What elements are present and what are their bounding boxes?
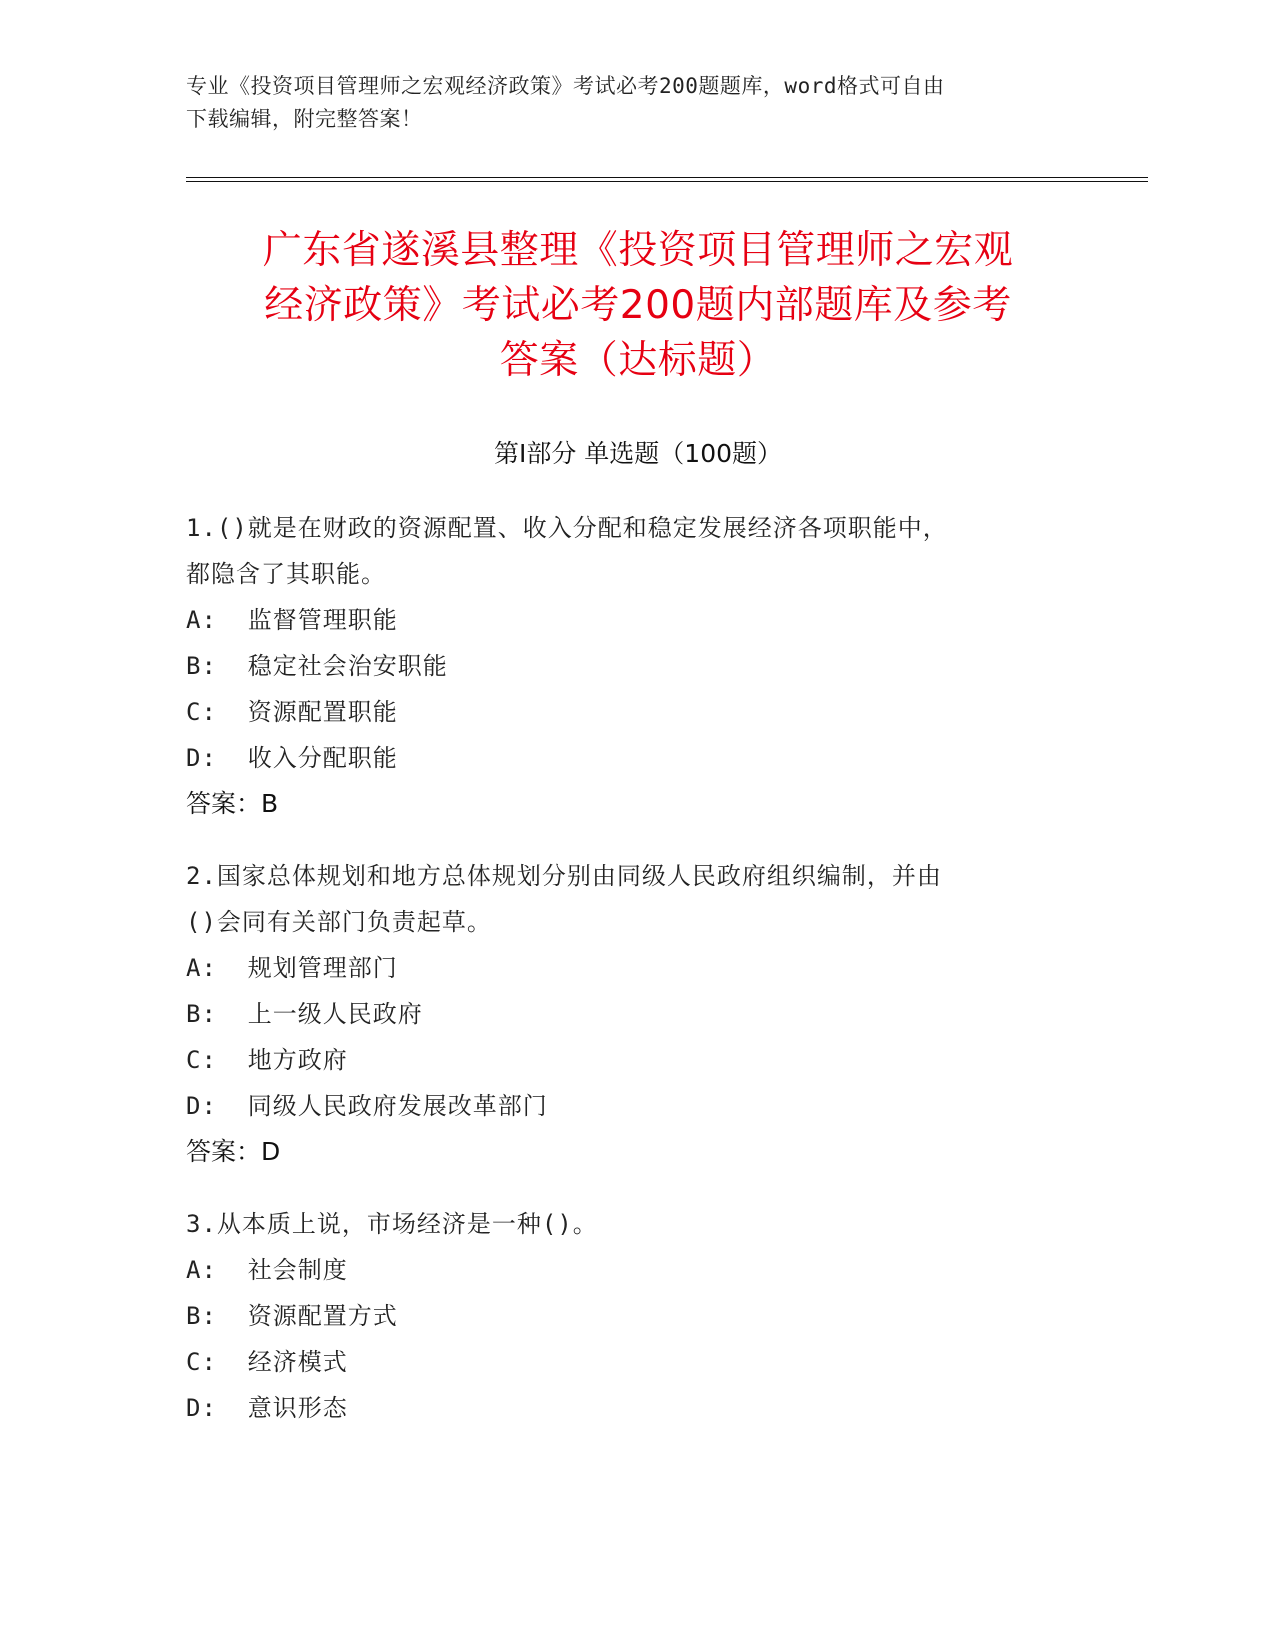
- header-note-line: 专业《投资项目管理师之宏观经济政策》考试必考200题题库，word格式可自由: [186, 74, 945, 98]
- header-divider-top: [186, 177, 1148, 178]
- document-title-line: 答案（达标题）: [499, 338, 777, 383]
- document-title: [186, 223, 1090, 388]
- question-1: [186, 505, 1066, 827]
- option-b: B: 上一级人民政府: [186, 1000, 423, 1028]
- question-stem-line: 2.国家总体规划和地方总体规划分别由同级人民政府组织编制，并由: [186, 862, 942, 890]
- question-3: [186, 1201, 1066, 1431]
- option-a: A: 社会制度: [186, 1256, 348, 1284]
- option-a: A: 监督管理职能: [186, 606, 398, 634]
- option-c: C: 地方政府: [186, 1046, 348, 1074]
- option-b: B: 资源配置方式: [186, 1302, 398, 1330]
- option-c: C: 资源配置职能: [186, 698, 398, 726]
- document-title-line: 经济政策》考试必考200题内部题库及参考: [264, 283, 1012, 328]
- answer-label: 答案：B: [186, 789, 279, 818]
- question-stem-line: 都隐含了其职能。: [186, 560, 386, 588]
- option-d: D: 收入分配职能: [186, 744, 398, 772]
- option-d: D: 同级人民政府发展改革部门: [186, 1092, 548, 1120]
- option-d: D: 意识形态: [186, 1394, 348, 1422]
- question-stem-line: ()会同有关部门负责起草。: [186, 908, 492, 936]
- option-b: B: 稳定社会治安职能: [186, 652, 448, 680]
- header-note: [186, 70, 1066, 136]
- option-c: C: 经济模式: [186, 1348, 348, 1376]
- section-heading: 第Ⅰ部分 单选题（100题）: [493, 439, 783, 468]
- header-note-line: 下载编辑，附完整答案！: [186, 107, 423, 131]
- document-title-line: 广东省遂溪县整理《投资项目管理师之宏观: [262, 228, 1014, 273]
- question-stem-line: 1.()就是在财政的资源配置、收入分配和稳定发展经济各项职能中，: [186, 514, 948, 542]
- option-a: A: 规划管理部门: [186, 954, 398, 982]
- question-2: [186, 853, 1066, 1175]
- answer-label: 答案：D: [186, 1137, 281, 1166]
- question-stem-line: 3.从本质上说，市场经济是一种()。: [186, 1210, 598, 1238]
- header-divider-bottom: [186, 181, 1148, 182]
